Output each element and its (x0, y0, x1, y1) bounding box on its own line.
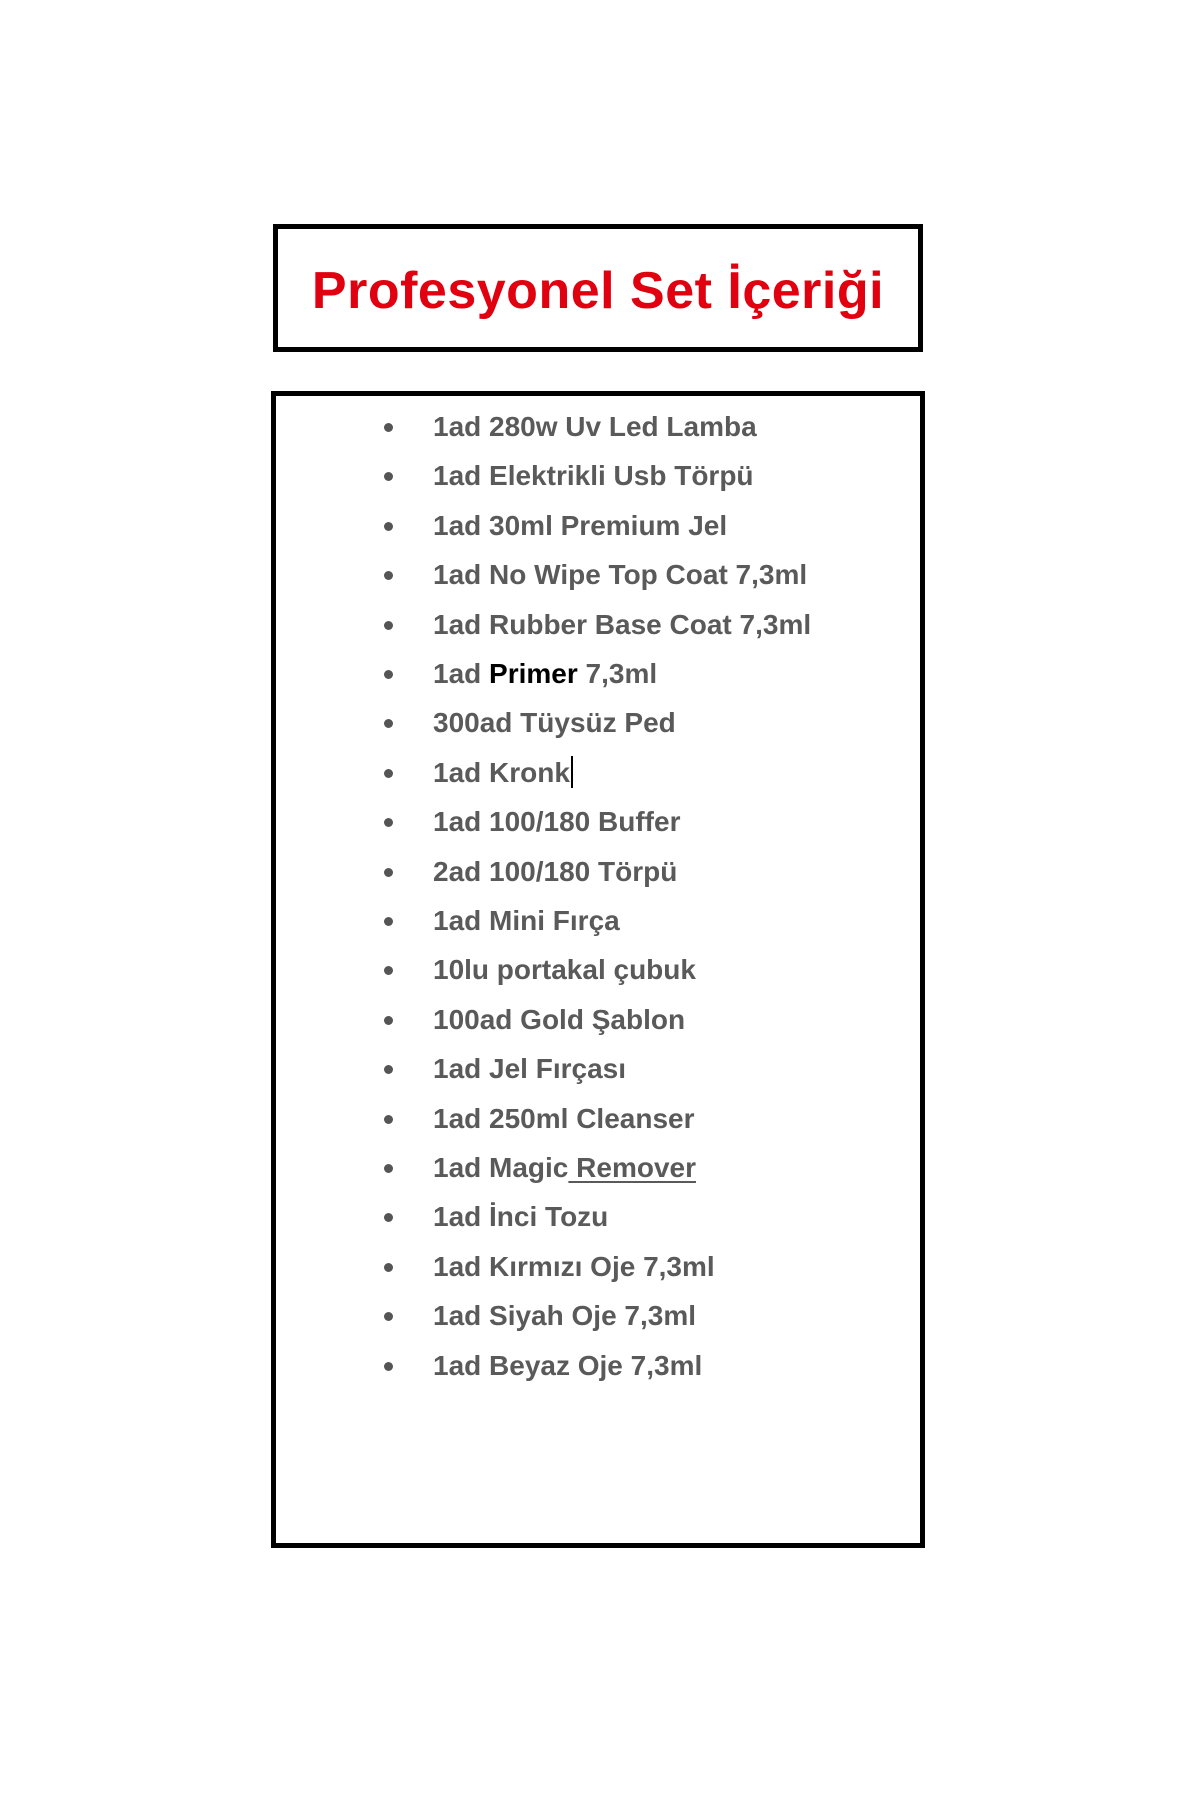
bullet-icon (384, 621, 393, 630)
bullet-icon (384, 1016, 393, 1025)
list-item-underlined: Remover (568, 1152, 697, 1183)
list-item-text: 1ad Beyaz Oje 7,3ml (433, 1349, 703, 1381)
list-item-text: 1ad Rubber Base Coat 7,3ml (433, 608, 812, 640)
list-item-text: 1ad 280w Uv Led Lamba (433, 411, 757, 442)
bullet-icon (384, 670, 393, 679)
list-item (276, 1148, 920, 1188)
list-item-text: 2ad 100/180 Törpü (433, 855, 678, 887)
list-item (276, 1000, 920, 1040)
bullet-icon (384, 472, 393, 481)
list-item (276, 703, 920, 743)
list-item-text: 1ad Mini Fırça (433, 905, 620, 936)
bullet-icon (384, 1312, 393, 1321)
text-cursor (571, 756, 573, 788)
bullet-icon (384, 1213, 393, 1222)
list-item (276, 654, 920, 694)
bullet-icon (384, 719, 393, 728)
list-item (276, 1099, 920, 1139)
list-item-text: 300ad Tüysüz Ped (433, 707, 676, 739)
list-item (276, 1296, 920, 1336)
list-item-text-part: 1ad Kronk (433, 756, 570, 788)
list-item (276, 1346, 920, 1386)
list-item (276, 901, 920, 941)
list-item (276, 605, 920, 645)
bullet-icon (384, 1115, 393, 1124)
list-item-text: 1ad Kırmızı Oje 7,3ml (433, 1250, 715, 1282)
list-item (276, 1197, 920, 1237)
bullet-icon (384, 917, 393, 926)
bullet-icon (384, 966, 393, 975)
bullet-icon (384, 769, 393, 778)
bullet-icon (384, 1065, 393, 1074)
list-item (276, 802, 920, 842)
bullet-icon (384, 522, 393, 531)
list-item-text: 100ad Gold Şablon (433, 1003, 686, 1035)
list-item-highlight: Primer (489, 658, 578, 689)
list-item (276, 555, 920, 595)
list-item (276, 1049, 920, 1089)
list-item-text: 10lu portakal çubuk (433, 954, 696, 986)
list-item-text: 1ad 250ml Cleanser (433, 1102, 695, 1134)
list-item (276, 407, 920, 447)
list-item (276, 852, 920, 892)
list-item (276, 1247, 920, 1287)
content-list-box (271, 391, 925, 1548)
list-item (276, 753, 920, 793)
list-item-text (433, 1148, 696, 1188)
list-item-text: 1ad 30ml Premium Jel (433, 509, 728, 541)
list-item-text: 1ad No Wipe Top Coat 7,3ml (433, 559, 808, 591)
list-item-text-part: 1ad (433, 658, 490, 689)
list-item-text (433, 654, 657, 694)
list-item-text: 1ad Elektrikli Usb Törpü (433, 460, 754, 492)
list-item-text: 1ad Jel Fırçası (433, 1053, 627, 1085)
list-item-text-part: 7,3ml (577, 658, 658, 689)
bullet-icon (384, 1263, 393, 1272)
list-item (276, 506, 920, 546)
list-item-text: 1ad Siyah Oje 7,3ml (433, 1300, 697, 1332)
bullet-icon (384, 868, 393, 877)
bullet-icon (384, 571, 393, 580)
list-item-text: 1ad 100/180 Buffer (433, 806, 681, 838)
list-item (276, 456, 920, 496)
list-item-text-part: 1ad Magic (433, 1152, 569, 1183)
title-box (273, 224, 923, 352)
bullet-icon (384, 1164, 393, 1173)
list-item (276, 950, 920, 990)
page-title: Profesyonel Set İçeriği (311, 262, 885, 320)
list-item-text (433, 753, 573, 793)
bullet-icon (384, 818, 393, 827)
bullet-icon (384, 423, 393, 432)
bullet-icon (384, 1362, 393, 1371)
list-item-text: 1ad İnci Tozu (433, 1201, 609, 1233)
